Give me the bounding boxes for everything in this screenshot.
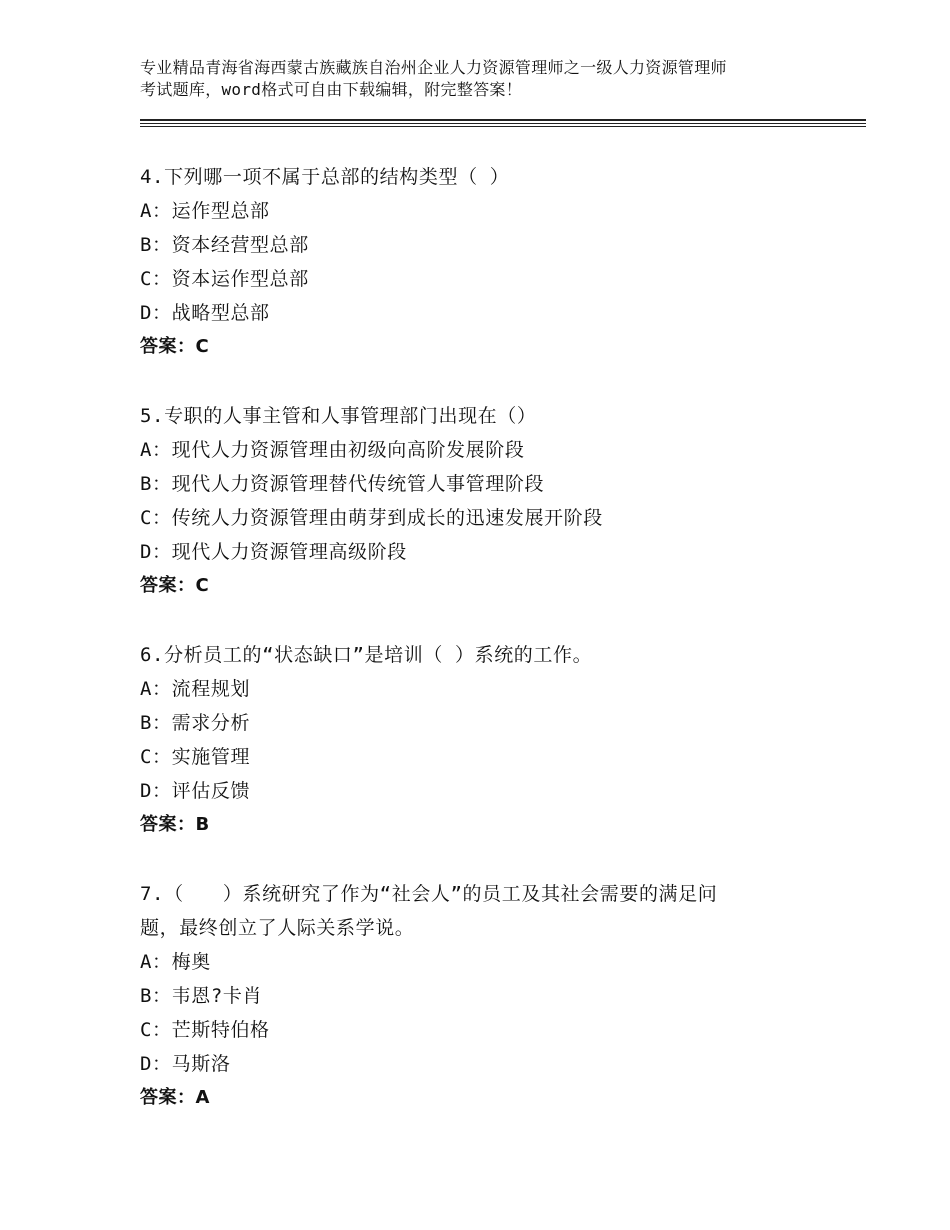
- option-c: C：传统人力资源管理由萌芽到成长的迅速发展开阶段: [140, 507, 603, 529]
- option-d: D：现代人力资源管理高级阶段: [140, 541, 407, 563]
- option-a: A：梅奥: [140, 951, 211, 973]
- option-d: D：评估反馈: [140, 780, 251, 802]
- header-line-1: 专业精品青海省海西蒙古族藏族自治州企业人力资源管理师之一级人力资源管理师: [140, 58, 727, 77]
- question-title: 4.下列哪一项不属于总部的结构类型（ ）: [140, 166, 510, 188]
- option-b: B：韦恩?卡肖: [140, 985, 263, 1007]
- header-divider-thin-2: [140, 126, 866, 127]
- option-c: C：实施管理: [140, 746, 251, 768]
- question-title-line-1: 7.（ ）系统研究了作为“社会人”的员工及其社会需要的满足问: [140, 883, 718, 905]
- question-4: [140, 160, 830, 364]
- option-d: D：马斯洛: [140, 1053, 231, 1075]
- header-line-2: 考试题库，word格式可自由下载编辑，附完整答案！: [140, 80, 523, 99]
- option-b: B：现代人力资源管理替代传统管人事管理阶段: [140, 473, 545, 495]
- option-b: B：需求分析: [140, 712, 251, 734]
- option-b: B：资本经营型总部: [140, 234, 309, 256]
- option-d: D：战略型总部: [140, 302, 270, 324]
- question-7: [140, 877, 830, 1115]
- answer: 答案：B: [140, 814, 210, 835]
- header-divider-thick: [140, 119, 866, 121]
- option-c: C：资本运作型总部: [140, 268, 309, 290]
- question-5: [140, 399, 830, 603]
- question-title: 5.专职的人事主管和人事管理部门出现在（）: [140, 405, 537, 427]
- document-header: [140, 57, 840, 101]
- answer: 答案：C: [140, 575, 210, 596]
- option-a: A：现代人力资源管理由初级向高阶发展阶段: [140, 439, 525, 461]
- option-c: C：芒斯特伯格: [140, 1019, 270, 1041]
- option-a: A：运作型总部: [140, 200, 270, 222]
- header-divider-thin-1: [140, 123, 866, 124]
- question-title: 6.分析员工的“状态缺口”是培训（ ）系统的工作。: [140, 644, 593, 666]
- answer: 答案：C: [140, 336, 210, 357]
- answer: 答案：A: [140, 1087, 210, 1108]
- question-6: [140, 638, 830, 842]
- option-a: A：流程规划: [140, 678, 251, 700]
- question-title-line-2: 题，最终创立了人际关系学说。: [140, 917, 415, 939]
